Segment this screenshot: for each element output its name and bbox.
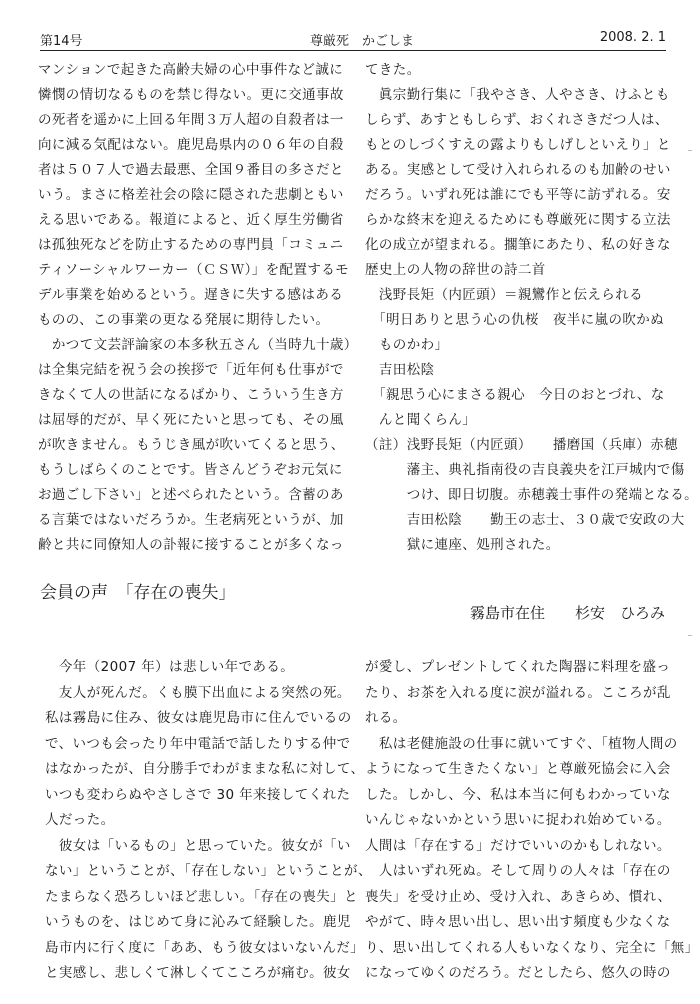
text-line: 獄に連座、処刑された。	[365, 537, 560, 553]
margin-mark	[688, 150, 692, 151]
text-line: 眞宗勤行集に「我やさき、人やさき、けふとも	[365, 87, 670, 103]
text-line: 喪失」を受け止め、受け入れ、あきらめ、慣れ、	[365, 888, 672, 905]
text-line: きなくて人の世話になるばかり、こういう生き方	[38, 387, 344, 403]
text-line: んと聞くらん」	[365, 412, 477, 428]
text-line: はなかったが、自分勝手でわがままな私に対して、	[45, 761, 365, 777]
text-line: の死者を遥かに上回る年間３万人超の自殺者は一	[38, 112, 344, 128]
text-line: 彼女は「いるもの」と思っていた。彼女が「い	[45, 837, 351, 854]
text-line: お過ごし下さい」と述べられたという。含蓄のあ	[38, 487, 344, 503]
text-line: 化の成立が望まれる。擱筆にあたり、私の好きな	[365, 237, 671, 253]
text-line: は屈辱的だが、早く死にたいと思っても、その風	[38, 412, 344, 428]
text-line: 者は５０７人で過去最悪、全国９番目の多さだと	[38, 162, 344, 178]
text-line: 私は霧島に住み、彼女は鹿児島市に住んでいるの	[45, 710, 352, 726]
header-rule	[40, 50, 666, 51]
newsletter-title: 尊厳死 かごしま	[310, 34, 415, 49]
section-title: 会員の声 「存在の喪失」	[40, 583, 236, 603]
text-line: と実感し、悲しくて淋しくてこころが痛む。彼女	[45, 965, 351, 981]
text-line: 「親思う心にまさる親心 今日のおとづれ、な	[365, 387, 665, 403]
text-line: 島市内に行く度に「ああ、もう彼女はいないんだ」	[45, 939, 365, 956]
text-line: になってゆくのだろう。だとしたら、悠久の時の	[365, 965, 671, 981]
text-line: 「明日ありと思う心の仇桜 夜半に嵐の吹かぬ	[365, 312, 665, 328]
text-line: もとのしづくすえの露よりもしげしといえり」と	[365, 137, 671, 153]
article1-right-column	[365, 58, 699, 558]
text-line: ものかわ」	[365, 337, 449, 353]
text-line: ない」ということが、「存在しない」ということが、	[45, 863, 372, 879]
text-line: が愛し、プレゼントしてくれた陶器に料理を盛っ	[365, 659, 671, 675]
text-line: もうしばらくのことです。皆さんどうぞお元気に	[38, 462, 343, 478]
text-line: 人間は「存在する」だけでいいのかもしれない。	[365, 837, 671, 854]
text-line: マンションで起きた高齢夫婦の心中事件など誠に	[38, 62, 344, 78]
text-line: ようになって生きたくない」と尊厳死協会に入会	[365, 761, 671, 777]
text-line: やがて、時々思い出し、思い出す頻度も少なくな	[365, 914, 671, 930]
text-line: 人はいずれ死ぬ。そして周りの人々は「存在の	[365, 863, 671, 879]
text-line: り、思い出してくれる人もいなくなり、完全に「無」	[365, 939, 699, 956]
issue-date: 2008. 2. 1	[599, 30, 666, 45]
text-line: だろう。いずれ死は誰にでも平等に訪ずれる。安	[365, 187, 671, 203]
text-line: る言葉ではないだろうか。生老病死というが、加	[38, 512, 344, 528]
text-line: かつて文芸評論家の本多秋五さん（当時九十歳）	[38, 337, 358, 353]
margin-mark	[688, 635, 692, 636]
text-line: れる。	[365, 710, 407, 726]
text-line: らかな終末を迎えるためにも尊厳死に関する立法	[365, 212, 671, 228]
text-line: つけ、即日切腹。赤穂義士事件の発端となる。	[365, 487, 699, 503]
text-line: たり、お茶を入れる度に涙が溢れる。こころが乱	[365, 684, 671, 701]
text-line: てきた。	[365, 62, 421, 78]
text-line: しらず、あすともしらず、おくれさきだつ人は、	[365, 112, 669, 128]
text-line: 憐憫の情切なるものを禁じ得ない。更に交通事故	[38, 87, 344, 103]
text-line: ものの、この事業の更なる発展に期待したい。	[38, 312, 330, 328]
text-line: （註）浅野長矩（内匠頭） 播磨国（兵庫）赤穂	[365, 437, 678, 453]
text-line: いうものを、はじめて身に沁みて経験した。鹿児	[45, 914, 351, 930]
text-line: 向に減る気配はない。鹿児島県内の０６年の自殺	[38, 137, 344, 153]
text-line: は全集完結を祝う会の挨拶で「近年何も仕事がで	[38, 362, 344, 378]
author-byline: 霧島市在住 杉安 ひろみ	[469, 604, 665, 622]
text-line: える思いである。報道によると、近く厚生労働省	[38, 212, 344, 228]
text-line: 歴史上の人物の辞世の詩二首	[365, 262, 546, 278]
text-line: 人だった。	[45, 812, 115, 828]
page-header	[40, 30, 666, 50]
article2-left-column	[45, 655, 372, 987]
text-line: 浅野長矩（内匠頭）＝親鸞作と伝えられる	[365, 287, 643, 303]
text-line: 友人が死んだ。くも膜下出血による突然の死。	[45, 684, 351, 701]
article1-left-column	[38, 58, 358, 558]
text-line: 吉田松陰	[365, 362, 435, 378]
text-line: で、いつも会ったり年中電話で話したりする仲で	[45, 735, 351, 752]
text-line: いんじゃないかという思いに捉われ始めている。	[365, 812, 671, 828]
text-line: が吹きません。もうじき風が吹いてくると思う、	[38, 437, 345, 453]
text-line: 齢と共に同僚知人の訃報に接することが多くなっ	[38, 537, 344, 553]
text-line: 藩主、典礼指南役の吉良義央を江戸城内で傷	[365, 462, 685, 478]
text-line: した。しかし、今、私は本当に何もわかっていな	[365, 786, 671, 803]
text-line: は孤独死などを防止するための専門員「コミュニ	[38, 237, 344, 253]
text-line: 私は老健施設の仕事に就いてすぐ、「植物人間の	[365, 735, 678, 752]
text-line: デル事業を始めるという。遅きに失する感はある	[38, 287, 344, 303]
text-line: 今年（2007 年）は悲しい年である。	[45, 659, 295, 675]
issue-number: 第14号	[40, 34, 83, 49]
text-line: いう。まさに格差社会の陰に隠された悲劇ともい	[38, 187, 344, 203]
text-line: たまらなく恐ろしいほど悲しい。「存在の喪失」と	[45, 888, 358, 905]
text-line: 吉田松陰 勤王の志士、３０歳で安政の大	[365, 512, 685, 528]
text-line: いつも変わらぬやさしさで 30 年来接してくれた	[45, 786, 351, 803]
text-line: ある。実感として受け入れられるのも加齢のせい	[365, 162, 671, 178]
article2-right-column	[365, 655, 699, 987]
text-line: ティソーシャルワーカー（ＣＳＷ）」を配置するモ	[38, 262, 350, 278]
